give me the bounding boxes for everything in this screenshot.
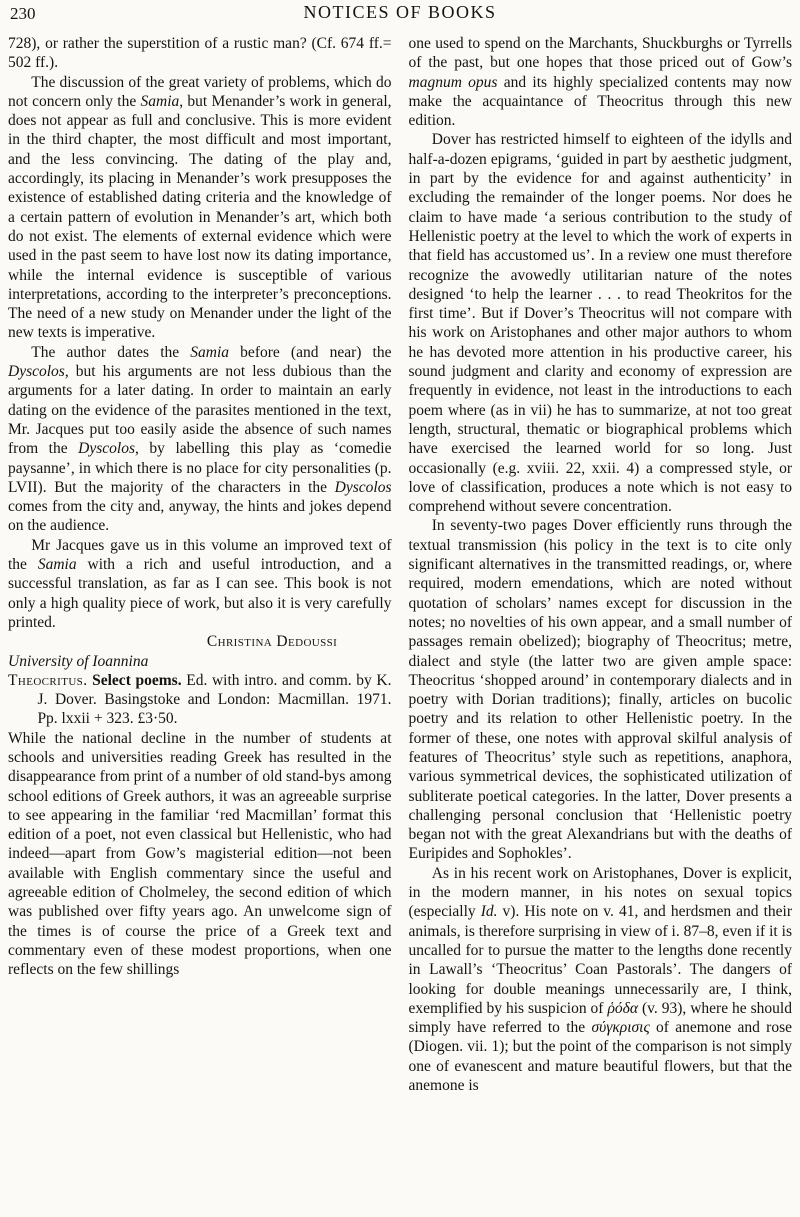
paragraph [8,73,392,343]
text-segment: In seventy-two pages Dover efficiently runs through the textual transmission (his policy in the text is to cite only significant alternatives in the transmitted readings, or, where required, modern emendations, which are noted without quotation of scholars’ names except for discussion in the notes; no novelties of his own appear, and a small number of passages remain obelized); biography of Theocritus; metre, dialect and style (the latter two are given ample space: Theocritus ‘shopped around’ in contemporary dialects and in poetry with Dorian traditions); finally, articles on bucolic poetry and its relation to other Hellenistic poetry. In the former of these, one notes with approval skilful analysis of features of Theocritus’ style such as repetitions, anaphora, various symmetrical devices, the sophisticated utilization of subliterate poetical categories. In the latter, Dover presents a challenging personal conclusion that ‘Hellenistic poetry began not with the great Alexandrians but with the deaths of Euripides and Sophokles’. [408,517,792,863]
text-segment: , but Menander’s work in general, does not appear as full and conclusive. This is more evident in the third chapter, the most difficult and most important, and the less convincing. The dating of the play and, accordingly, its placing in Menander’s work presupposes the existence of established dating criteria and the knowledge of a certain pattern of evolution in Menander’s art, which both do not exist. The elements of external evidence which were used in the past seem to have lost now its dating importance, while the internal evidence is susceptible of various interpretations, according to the interpreter’s preconceptions. The need of a new study on Menander under the light of the new texts is imperative. [8,92,392,342]
text-segment: Theocritus. [8,671,88,689]
text-segment: , but his arguments are not less dubious than the arguments for a later dating. In order to maintain an early dating on the evidence of the parasites mentioned in the text, Mr. Jacques put too easily aside the absence of such names from the [8,363,392,458]
text-segment: with a rich and useful introduction, and a successful translation, as far as I can see. This book is not only a high quality piece of work, but also it is very carefully printed. [8,556,392,631]
paragraph [8,343,392,536]
text-segment: 728), or rather the superstition of a rustic man? (Cf. 674 ff.= 502 ff.). [8,35,392,72]
text-segment: and its highly specialized contents may now make the acquaintance of Theocritus through this new edition. [408,73,792,130]
reviewer-signature [8,632,392,651]
text-segment: one used to spend on the Marchants, Shuckburghs or Tyrrells of the past, but one hopes that those priced out of Gow’s [408,35,792,72]
text-segment: , by labelling this play as ‘comedie paysanne’, in which there is no place for city personalities (p. LVII). But the majority of the characters in the [8,440,392,496]
text-segment: before (and near) the [229,343,392,361]
paragraph [409,34,793,130]
text-segment: σύγκρισις [591,1019,650,1037]
text-segment: magnum opus [408,73,498,91]
text-segment: The author dates the [31,343,191,361]
text-segment: Samia [190,343,230,361]
text-segment: comes from the city and, anyway, the hints and jokes depend on the audience. [8,498,392,535]
left-column [8,34,392,980]
text-segment: ῥόδα [607,999,638,1017]
text-segment: Ed. with intro. and comm. by K. J. Dover. Basingstoke and London: Macmillan. 1971. Pp. lxxii + 323. £3·50. [37,671,392,728]
paragraph [409,864,793,1096]
text-segment: As in his recent work on Aristophanes, Dover is explicit, in the modern manner, in his notes on sexual topics (especially [408,864,792,921]
page-number: 230 [10,4,36,23]
text-segment: v). His note on v. 41, and herdsmen and their animals, is therefore surprising in view of i. 87–8, even if it is uncalled for to pursue the matter to the lengths done recently in Lawall’s ‘Theocritus’ Coan Pastorals’. The dangers of looking for double meanings unnecessarily are, I think, exemplified by his suspicion of [408,903,793,1017]
reviewer-affiliation [8,652,392,671]
text-segment: Dyscolos [78,440,135,458]
page-header [8,3,792,27]
text-segment: Dyscolos [334,478,392,496]
text-segment: Samia [140,92,180,110]
text-columns [8,34,792,1095]
paragraph [8,536,392,632]
text-segment: Dover has restricted himself to eighteen of the idylls and half-a-dozen epigrams, ‘guided in part by aesthetic judgment, in part by the evidence for and against authenticity’ in excluding the remainder of the longer poems. Nor does he claim to have made ‘a serious contribution to the study of Hellenistic poetry at the level to which the work of experts in that field has accustomed us’. In a review one must therefore recognize the avowedly utilitarian nature of the notes designed ‘to help the learner . . . to read Theokritos for the first time’. But if Dover’s Theocritus will not compare with his work on Aristophanes and other major authors to whom he has devoted more attention in his productive career, his sound judgment and clarity and economy of expression are frequently in evidence, not least in the introductions to each poem where (as in vii) he has to summarize, at not too great length, structural, thematic or biographical problems which have exercised the learned world for so long. Just occasionally (e.g. xviii. 22, xxii. 4) a compressed style, or love of classification, produces a note which is not easy to comprehend without severe concentration. [408,131,792,516]
text-segment: Samia [37,556,77,574]
paragraph [8,34,392,73]
running-head: NOTICES OF BOOKS [303,2,497,22]
paragraph [409,516,793,863]
text-segment: Select poems. [92,671,182,689]
text-segment: The discussion of the great variety of problems, which do not concern only the [8,73,392,110]
text-segment: Id. [480,903,498,921]
paragraph [409,130,793,516]
paragraph [8,729,392,980]
review-heading [8,671,392,729]
text-segment: (v. 93), where he should simply have referred to the [408,999,792,1037]
text-segment: Christina Dedoussi [206,633,338,651]
text-segment: University of Ioannina [8,652,149,670]
text-segment: Dyscolos [8,363,65,381]
right-column [409,34,793,1095]
text-segment: of anemone and rose (Diogen. vii. 1); but the point of the comparison is not simply one of evanescent and mature beautiful flowers, but that the anemone is [408,1019,792,1095]
text-segment: While the national decline in the number of students at schools and universities reading Greek has resulted in the disappearance from print of a number of old stand-bys among school editions of Greek authors, it was an agreeable surprise to see appearing in the familiar ‘red Macmillan’ format this edition of a poet, not even classical but Hellenistic, who had indeed—apart from Gow’s magisterial edition—not been available with English commentary since the useful and agreeable edition of Cholmeley, the second edition of which was published over fifty years ago. An unwelcome sign of the times is of course the price of a Greek text and commentary even of these modest proportions, when one reflects on the few shillings [8,729,392,979]
text-segment: Mr Jacques gave us in this volume an improved text of the [8,536,392,574]
